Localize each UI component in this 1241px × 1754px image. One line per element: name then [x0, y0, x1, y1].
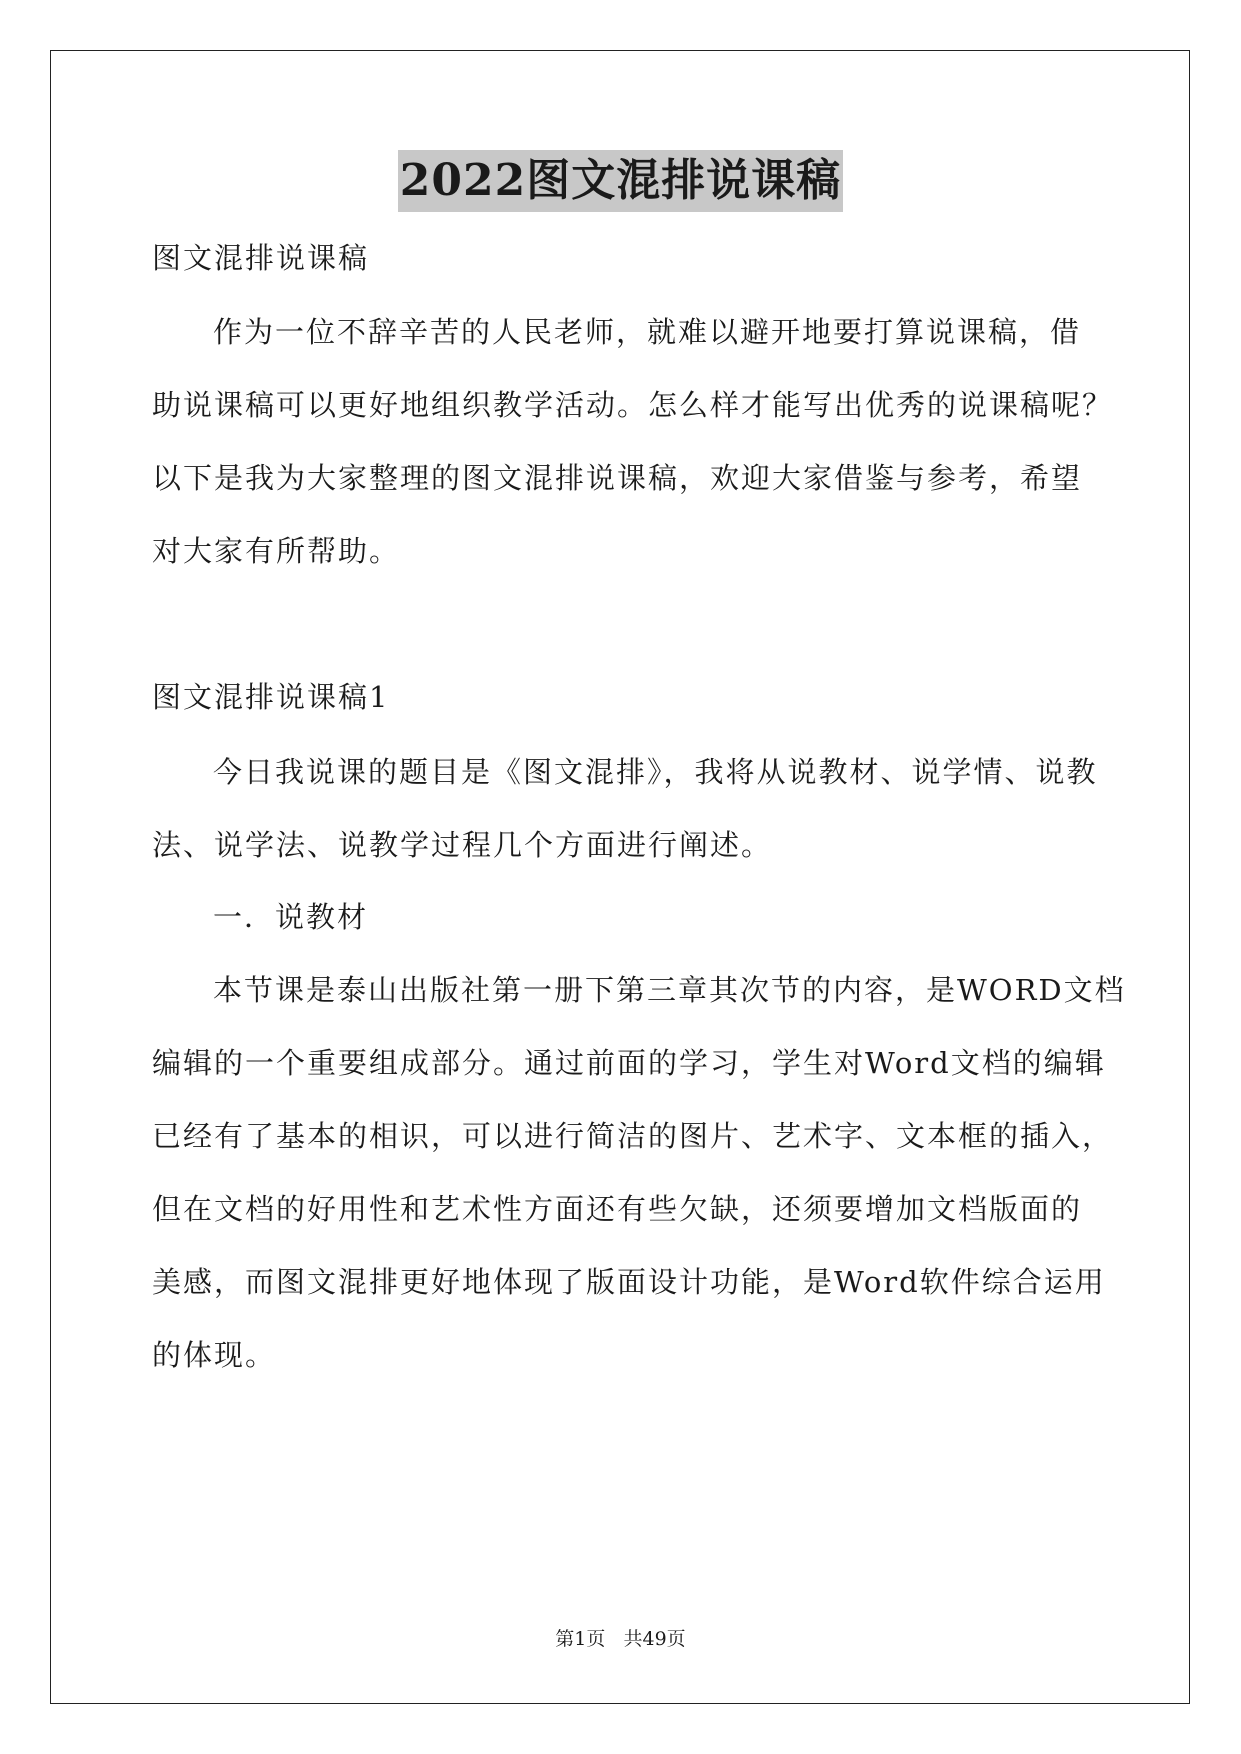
paragraph-line: 作为一位不辞辛苦的人民老师，就难以避开地要打算说课稿，借	[213, 315, 1082, 349]
paragraph-line: 法、说学法、说教学过程几个方面进行阐述。	[152, 828, 773, 862]
paragraph-line: 助说课稿可以更好地组织教学活动。怎么样才能写出优秀的说课稿呢？	[152, 388, 1114, 422]
paragraph-line: 但在文档的好用性和艺术性方面还有些欠缺，还须要增加文档版面的	[152, 1192, 1083, 1226]
page-border	[50, 50, 1190, 1704]
paragraph-line: 美感，而图文混排更好地体现了版面设计功能，是Word软件综合运用	[152, 1265, 1106, 1299]
paragraph-line: 本节课是泰山出版社第一册下第三章其次节的内容，是WORD文档	[213, 973, 1126, 1007]
paragraph-line: 已经有了基本的相识，可以进行简洁的图片、艺术字、文本框的插入，	[152, 1119, 1114, 1153]
paragraph-line: 编辑的一个重要组成部分。通过前面的学习，学生对Word文档的编辑	[152, 1046, 1106, 1080]
paragraph-line: 的体现。	[152, 1338, 277, 1372]
document-title: 2022图文混排说课稿	[398, 150, 843, 212]
paragraph-line: 对大家有所帮助。	[152, 534, 401, 568]
section-heading: 图文混排说课稿	[152, 241, 370, 275]
page-footer: 第1页 共49页	[555, 1628, 686, 1650]
paragraph-line: 以下是我为大家整理的图文混排说课稿，欢迎大家借鉴与参考，希望	[152, 461, 1083, 495]
section-heading: 图文混排说课稿1	[152, 680, 390, 714]
paragraph-line: 今日我说课的题目是《图文混排》，我将从说教材、说学情、说教	[213, 755, 1098, 789]
subsection-heading: 一．说教材	[213, 900, 369, 934]
title-container	[0, 150, 1241, 212]
